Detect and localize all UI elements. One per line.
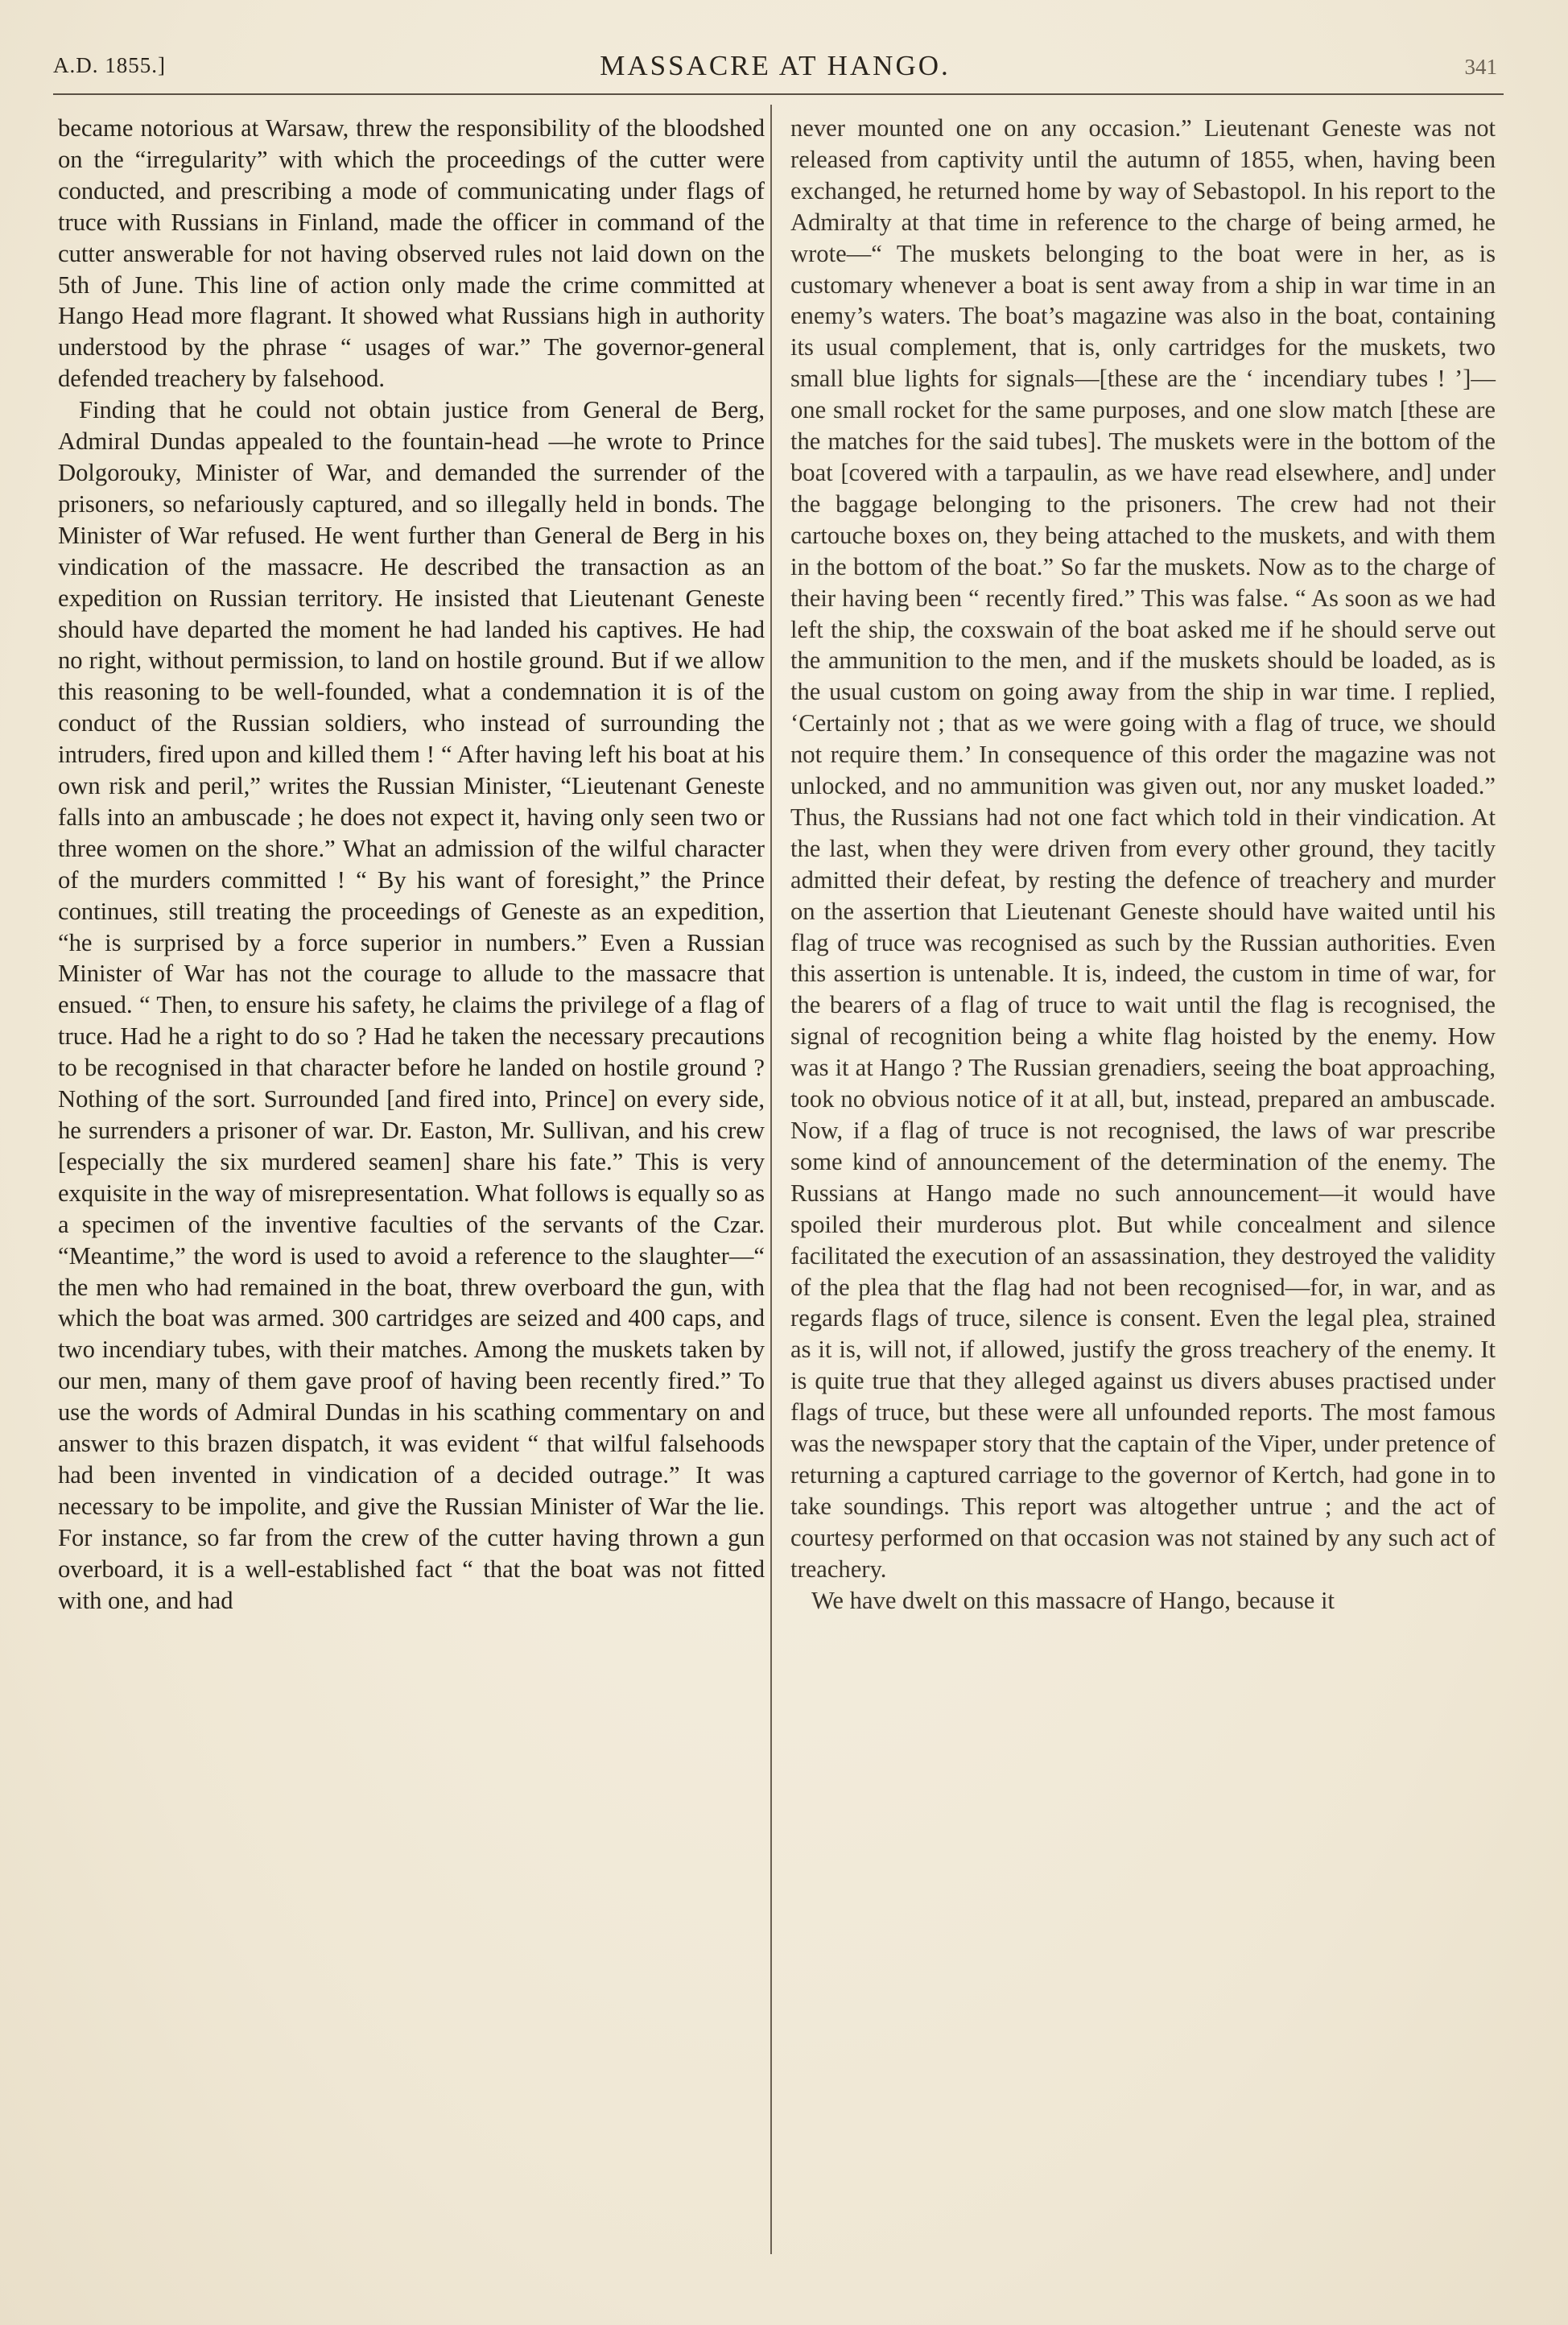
paragraph: Finding that he could not obtain justice from General de Berg, Admiral Dundas appealed to the fountain-head —he wrote to Prince Dolgorouky, Minister of War, and demanded the surrender of the prisoners, so nefariously captured, and so illegally held in bonds. The Minister of War refused. He went further than General de Berg in his vindication of the massacre. He described the transaction as an expedition on Russian territory. He insisted that Lieutenant Geneste should have departed the moment he had landed his captives. He had no right, without permission, to land on hostile ground. But if we allow this reasoning to be well-founded, what a condemnation it is of the conduct of the Russian soldiers, who instead of surrounding the intruders, fired upon and killed them ! “ After having left his boat at his own risk and peril,” writes the Russian Minister, “Lieutenant Geneste falls into an ambuscade ; he does not expect it, having only seen two or three women on the shore.” What an admission of the wilful character of the murders committed ! “ By his want of foresight,” the Prince continues, still treating the proceedings of Geneste as an expedition, “he is surprised by a force superior in numbers.” Even a Russian Minister of War has not the courage to allude to the massacre that ensued. “ Then, to ensure his safety, he claims the privilege of a flag of truce. Had he a right to do so ? Had he taken the necessary precautions to be recognised in that character before he landed on hostile ground ? Nothing of the sort. Surrounded [and fired into, Prince] on every side, he surrenders a prisoner of war. Dr. Easton, Mr. Sullivan, and his crew [especially the six murdered seamen] share his fate.” This is very exquisite in the way of misrepresentation. What follows is equally so as a specimen of the inventive faculties of the servants of the Czar. “Meantime,” the word is used to avoid a reference to the slaughter—“ the men who had remained in the boat, threw overboard the gun, with which the boat was armed. 300 cartridges are seized and 400 caps, and two incendiary tubes, with their matches. Among the muskets taken by our men, many of them gave proof of having been recently fired.” To use the words of Admiral Dundas in his scathing commentary on and answer to this brazen dispatch, it was evident “ that wilful falsehoods had been invented in vindication of a decided outrage.” It was necessary to be impolite, and give the Russian Minister of War the lie. For instance, so far from the crew of the cutter having thrown a gun overboard, it is a well-established fact “ that the boat was not fitted with one, and had xyxy=(58,396,765,1614)
header-rule xyxy=(53,93,1504,95)
paragraph: We have dwelt on this massacre of Hango, because it xyxy=(811,1586,1335,1614)
right-column xyxy=(790,113,1496,1617)
column-divider xyxy=(770,105,772,2254)
running-head-date: A.D. 1855.] xyxy=(53,53,166,77)
paragraph: became notorious at Warsaw, threw the responsibility of the bloodshed on the “irregularity” with which the proceedings of the cutter were conducted, and prescribing a mode of communicating under flags of truce with Russians in Finland, made the officer in command of the cutter answerable for not having observed rules not laid down on the 5th of June. This line of action only made the crime committed at Hango Head more flagrant. It showed what Russians high in authority understood by the phrase “ usages of war.” The governor-general defended treachery by falsehood. xyxy=(58,114,765,393)
page-number: 341 xyxy=(1464,55,1497,79)
running-head-title: MASSACRE AT HANGO. xyxy=(600,50,951,81)
paragraph: never mounted one on any occasion.” Lieutenant Geneste was not released from captivity until the autumn of 1855, when, having been exchanged, he returned home by way of Sebastopol. In his report to the Admiralty at that time in reference to the charge of being armed, he wrote—“ The muskets belonging to the boat were in her, as is customary whenever a boat is sent away from a ship in war time in an enemy’s waters. The boat’s magazine was also in the boat, containing its usual complement, that is, only cartridges for the muskets, two small blue lights for signals—[these are the ‘ incendiary tubes ! ’]—one small rocket for the same purposes, and one slow match [these are the matches for the said tubes]. The muskets were in the bottom of the boat [covered with a tarpaulin, as we have read elsewhere, and] under the baggage belonging to the prisoners. The crew had not their cartouche boxes on, they being attached to the muskets, and with them in the bottom of the boat.” So far the muskets. Now as to the charge of their having been “ recently fired.” This was false. “ As soon as we had left the ship, the coxswain of the boat asked me if he should serve out the ammunition to the men, and if the muskets should be loaded, as is the usual custom on going away from the ship in war time. I replied, ‘Certainly not ; that as we were going with a flag of truce, we should not require them.’ In consequence of this order the magazine was not unlocked, and no ammunition was given out, nor any musket loaded.” Thus, the Russians had not one fact which told in their vindication. At the last, when they were driven from every other ground, they tacitly admitted their defeat, by resting the defence of treachery and murder on the assertion that Lieutenant Geneste should have waited until his flag of truce was recognised as such by the Russian authorities. Even this assertion is untenable. It is, indeed, the custom in time of war, for the bearers of a flag of truce to wait until the flag is recognised, the signal of recognition being a white flag hoisted by the enemy. How was it at Hango ? The Russian grenadiers, seeing the boat approaching, took no obvious notice of it at all, but, instead, prepared an ambuscade. Now, if a flag of truce is not recognised, the laws of war prescribe some kind of announcement of the determination of the enemy. The Russians at Hango made no such announcement—it would have spoiled their murderous plot. But while concealment and silence facilitated the execution of an assassination, they destroyed the validity of the plea that the flag had not been recognised—for, in war, and as regards flags of truce, silence is consent. Even the legal plea, strained as it is, will not, if allowed, justify the gross treachery of the enemy. It is quite true that they alleged against us divers abuses practised under flags of truce, but these were all unfounded reports. The most famous was the newspaper story that the captain of the Viper, under pretence of returning a captured carriage to the governor of Kertch, had gone in to take soundings. This report was altogether untrue ; and the act of courtesy performed on that occasion was not stained by any such act of treachery. xyxy=(790,114,1496,1583)
left-column xyxy=(58,113,765,1617)
running-head xyxy=(53,50,1497,87)
